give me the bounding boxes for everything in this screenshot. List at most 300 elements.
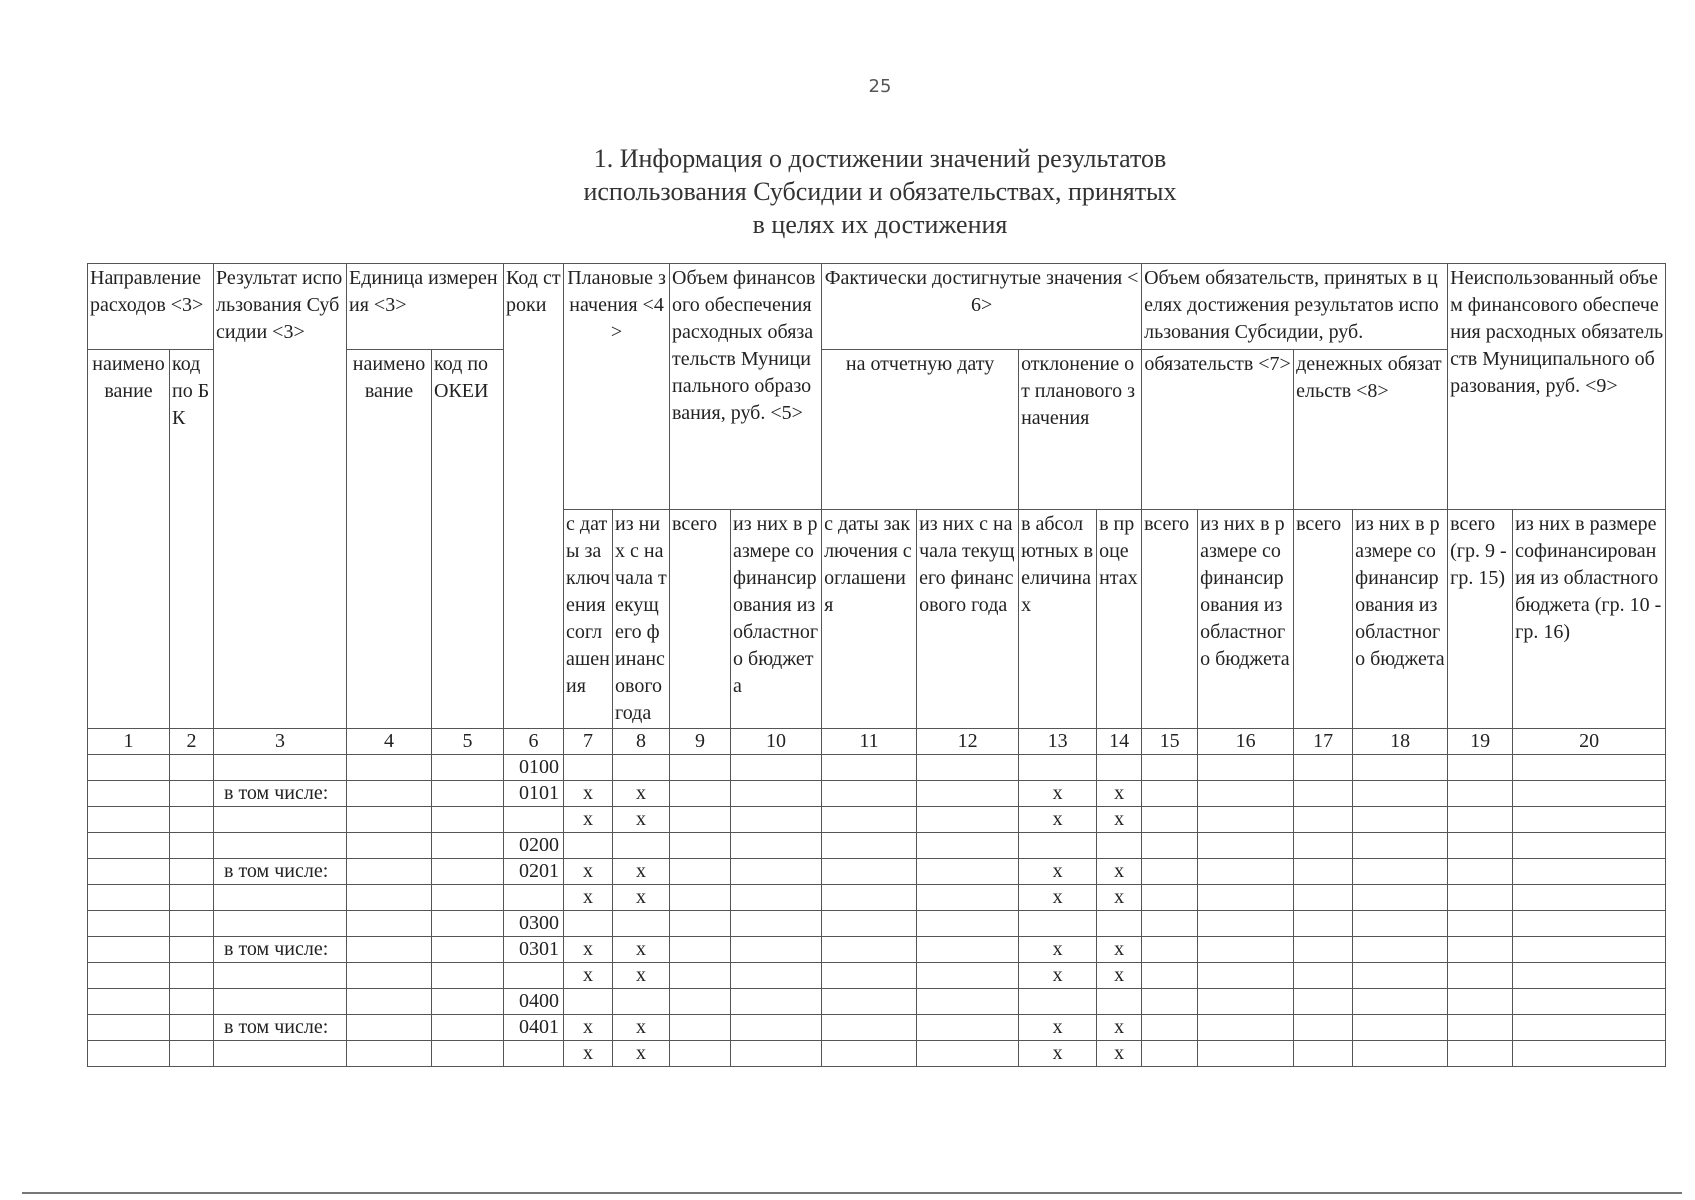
table-cell [1294, 807, 1353, 833]
table-cell [1142, 885, 1198, 911]
header-planned: Плановые значения <4> [564, 264, 670, 510]
table-cell [670, 859, 731, 885]
table-cell: x [613, 937, 670, 963]
table-cell [504, 885, 564, 911]
table-cell: x [613, 781, 670, 807]
table-cell [822, 755, 917, 781]
header-result: Результат использования Субсидии <3> [214, 264, 347, 729]
table-cell [432, 937, 504, 963]
table-cell [1294, 781, 1353, 807]
table-cell [170, 859, 214, 885]
column-number: 17 [1294, 729, 1353, 755]
table-cell [1448, 755, 1513, 781]
table-cell [347, 755, 432, 781]
table-cell [917, 911, 1019, 937]
table-cell [214, 989, 347, 1015]
header-actual-deviation: отклонение от планового значения [1019, 350, 1142, 510]
table-cell [1294, 755, 1353, 781]
header-planned-from-year: из них с начала текущего финансового года [613, 510, 670, 729]
table-cell [1142, 963, 1198, 989]
table-cell [504, 807, 564, 833]
header-unit-name: наименование [347, 350, 432, 729]
table-cell [432, 963, 504, 989]
table-cell [1513, 807, 1666, 833]
table-cell: в том числе: [214, 781, 347, 807]
table-cell [170, 781, 214, 807]
table-cell [432, 1041, 504, 1067]
table-cell [917, 833, 1019, 859]
table-cell [432, 911, 504, 937]
table-row [88, 885, 1666, 911]
document-title [500, 142, 1260, 241]
table-cell [731, 937, 822, 963]
report-table [87, 263, 1666, 1067]
table-cell [1513, 911, 1666, 937]
table-cell [1097, 911, 1142, 937]
table-cell [214, 963, 347, 989]
table-cell [917, 1015, 1019, 1041]
table-cell [613, 755, 670, 781]
table-cell [1142, 1041, 1198, 1067]
header-funding-volume: Объем финансового обеспечения расходных обязательств Муниципального образования, руб. <5> [670, 264, 822, 510]
table-cell [1353, 911, 1448, 937]
table-cell [1294, 989, 1353, 1015]
table-body [88, 755, 1666, 1067]
column-number: 6 [504, 729, 564, 755]
table-cell [170, 755, 214, 781]
table-cell [432, 807, 504, 833]
column-number: 9 [670, 729, 731, 755]
table-cell [1294, 885, 1353, 911]
table-cell: x [1019, 859, 1097, 885]
table-cell [347, 937, 432, 963]
table-cell [347, 963, 432, 989]
header-actual-from-year: из них с начала текущего финансового года [917, 510, 1019, 729]
table-cell [731, 1015, 822, 1041]
table-cell [1294, 859, 1353, 885]
table-cell: x [1019, 1015, 1097, 1041]
column-number: 13 [1019, 729, 1097, 755]
table-cell [1513, 937, 1666, 963]
table-row [88, 859, 1666, 885]
table-cell [347, 859, 432, 885]
table-cell [917, 781, 1019, 807]
table-cell [347, 1015, 432, 1041]
column-number: 18 [1353, 729, 1448, 755]
table-row [88, 807, 1666, 833]
column-number: 5 [432, 729, 504, 755]
table-cell [917, 1041, 1019, 1067]
table-cell [1353, 937, 1448, 963]
column-number: 8 [613, 729, 670, 755]
table-cell [822, 937, 917, 963]
table-cell [1513, 989, 1666, 1015]
table-row [88, 911, 1666, 937]
table-cell [432, 781, 504, 807]
table-cell [731, 781, 822, 807]
table-cell [170, 807, 214, 833]
table-cell [1353, 1041, 1448, 1067]
header-actual: Фактически достигнутые значения <6> [822, 264, 1142, 350]
header-obligations-volume: Объем обязательств, принятых в целях достижения результатов использования Субсидии, руб. [1142, 264, 1448, 350]
table-cell [1353, 833, 1448, 859]
header-obl-cofin: из них в размере софинансирования из областного бюджета [1198, 510, 1294, 729]
table-cell [1353, 1015, 1448, 1041]
table-cell: x [1097, 963, 1142, 989]
table-cell [822, 911, 917, 937]
table-cell: 0200 [504, 833, 564, 859]
table-cell: x [564, 781, 613, 807]
table-cell [1198, 755, 1294, 781]
table-cell [1353, 963, 1448, 989]
title-line-1: 1. Информация о достижении значений результатов [593, 144, 1167, 173]
table-cell [1513, 885, 1666, 911]
header-unit: Единица измерения <3> [347, 264, 504, 350]
table-cell [1294, 911, 1353, 937]
table-cell [88, 885, 170, 911]
header-mon-total: всего [1294, 510, 1353, 729]
table-cell [1019, 989, 1097, 1015]
header-monetary-obligations: денежных обязательств <8> [1294, 350, 1448, 510]
table-cell [1513, 781, 1666, 807]
table-cell [214, 807, 347, 833]
table-cell [214, 1041, 347, 1067]
table-row [88, 781, 1666, 807]
header-funding-total: всего [670, 510, 731, 729]
table-row [88, 755, 1666, 781]
table-cell: x [1019, 1041, 1097, 1067]
table-cell: x [1097, 859, 1142, 885]
table-cell [1513, 859, 1666, 885]
table-cell [670, 885, 731, 911]
table-cell [917, 885, 1019, 911]
table-cell [1353, 885, 1448, 911]
header-mon-cofin: из них в размере софинансирования из областного бюджета [1353, 510, 1448, 729]
table-cell [917, 807, 1019, 833]
table-cell [1198, 833, 1294, 859]
header-direction: Направление расходов <3> [88, 264, 214, 350]
table-cell [1142, 781, 1198, 807]
table-cell [917, 859, 1019, 885]
table-cell [504, 963, 564, 989]
table-cell [347, 885, 432, 911]
table-cell [1513, 1015, 1666, 1041]
table-row [88, 937, 1666, 963]
header-planned-from-agreement: с даты заключения соглашения [564, 510, 613, 729]
table-cell [88, 1041, 170, 1067]
table-cell: 0201 [504, 859, 564, 885]
column-number: 20 [1513, 729, 1666, 755]
table-cell [1353, 781, 1448, 807]
table-cell [170, 989, 214, 1015]
table-cell [170, 1041, 214, 1067]
header-unused-total: всего (гр. 9 - гр. 15) [1448, 510, 1513, 729]
table-cell [564, 911, 613, 937]
table-row [88, 1015, 1666, 1041]
table-cell [432, 989, 504, 1015]
table-cell [1448, 989, 1513, 1015]
table-cell [822, 781, 917, 807]
table-cell [670, 755, 731, 781]
table-cell [214, 833, 347, 859]
table-cell [1198, 989, 1294, 1015]
table-cell [1294, 1041, 1353, 1067]
table-cell [1142, 755, 1198, 781]
table-cell [1198, 963, 1294, 989]
table-cell: x [613, 807, 670, 833]
table-cell [731, 755, 822, 781]
table-cell [822, 885, 917, 911]
table-cell [1513, 963, 1666, 989]
table-cell [1294, 963, 1353, 989]
table-cell [1353, 989, 1448, 1015]
table-cell: x [1097, 937, 1142, 963]
table-cell [1142, 807, 1198, 833]
table-row [88, 963, 1666, 989]
table-cell [564, 989, 613, 1015]
column-number: 19 [1448, 729, 1513, 755]
column-number: 11 [822, 729, 917, 755]
table-cell [613, 989, 670, 1015]
table-cell [347, 1041, 432, 1067]
table-cell [1019, 833, 1097, 859]
table-cell: x [564, 859, 613, 885]
column-number: 14 [1097, 729, 1142, 755]
table-cell [170, 833, 214, 859]
table-cell [1097, 989, 1142, 1015]
table-cell [347, 833, 432, 859]
table-cell: 0300 [504, 911, 564, 937]
table-cell [88, 755, 170, 781]
header-actual-from-agreement: с даты заключения соглашения [822, 510, 917, 729]
table-cell [88, 963, 170, 989]
table-cell [917, 937, 1019, 963]
table-cell [822, 833, 917, 859]
table-cell [214, 755, 347, 781]
table-cell [1142, 833, 1198, 859]
table-cell [432, 833, 504, 859]
table-cell [170, 963, 214, 989]
table-cell [1142, 859, 1198, 885]
column-number: 4 [347, 729, 432, 755]
table-cell [1448, 937, 1513, 963]
table-cell [731, 833, 822, 859]
table-cell [1448, 833, 1513, 859]
header-direction-name: наименование [88, 350, 170, 729]
column-number: 3 [214, 729, 347, 755]
table-cell [1142, 937, 1198, 963]
table-cell [432, 1015, 504, 1041]
table-cell [1448, 1041, 1513, 1067]
table-cell [731, 859, 822, 885]
table-cell: в том числе: [214, 1015, 347, 1041]
table-cell [1198, 807, 1294, 833]
header-funding-cofin: из них в размере софинансирования из областного бюджета [731, 510, 822, 729]
table-cell: 0401 [504, 1015, 564, 1041]
header-obligations: обязательств <7> [1142, 350, 1294, 510]
table-cell [822, 1041, 917, 1067]
table-cell: x [613, 859, 670, 885]
table-cell: x [1097, 885, 1142, 911]
table-cell: x [564, 937, 613, 963]
table-cell: 0301 [504, 937, 564, 963]
table-cell [731, 1041, 822, 1067]
title-line-3: в целях их достижения [752, 210, 1008, 239]
table-cell [170, 911, 214, 937]
table-cell [670, 911, 731, 937]
table-row [88, 989, 1666, 1015]
table-cell [670, 989, 731, 1015]
table-cell [822, 1015, 917, 1041]
table-cell [670, 833, 731, 859]
table-cell [670, 807, 731, 833]
table-cell [214, 911, 347, 937]
table-cell [564, 833, 613, 859]
table-cell: x [1097, 1015, 1142, 1041]
table-cell [564, 755, 613, 781]
table-cell [1142, 989, 1198, 1015]
table-cell [822, 989, 917, 1015]
table-cell [88, 1015, 170, 1041]
table-cell: x [1019, 885, 1097, 911]
table-cell [1294, 833, 1353, 859]
table-cell [731, 963, 822, 989]
table-cell [1448, 781, 1513, 807]
table-cell [670, 937, 731, 963]
table-cell: 0100 [504, 755, 564, 781]
table-cell [88, 781, 170, 807]
table-cell [1198, 781, 1294, 807]
table-cell [214, 885, 347, 911]
table-cell [1448, 885, 1513, 911]
table-cell: x [564, 1015, 613, 1041]
table-cell [822, 807, 917, 833]
table-cell: x [613, 963, 670, 989]
table-cell [170, 885, 214, 911]
table-cell [1142, 911, 1198, 937]
table-cell [1198, 859, 1294, 885]
table-cell [670, 963, 731, 989]
table-cell [347, 781, 432, 807]
table-cell [1448, 1015, 1513, 1041]
column-number: 7 [564, 729, 613, 755]
table-cell: x [613, 1041, 670, 1067]
table-cell [1448, 807, 1513, 833]
table-cell [88, 911, 170, 937]
header-unused-cofin: из них в размере софинансирования из областного бюджета (гр. 10 - гр. 16) [1513, 510, 1666, 729]
table-cell [1198, 885, 1294, 911]
table-cell: x [1097, 807, 1142, 833]
table-cell [731, 885, 822, 911]
header-direction-code: код по БК [170, 350, 214, 729]
table-cell [88, 937, 170, 963]
table-cell [88, 989, 170, 1015]
table-cell [1513, 755, 1666, 781]
table-cell: x [564, 807, 613, 833]
table-cell: x [613, 1015, 670, 1041]
table-cell [170, 1015, 214, 1041]
column-number: 1 [88, 729, 170, 755]
table-cell [432, 859, 504, 885]
table-cell: x [564, 885, 613, 911]
table-cell: в том числе: [214, 859, 347, 885]
table-cell [1353, 859, 1448, 885]
table-cell: x [613, 885, 670, 911]
table-cell [731, 807, 822, 833]
table-cell [1513, 833, 1666, 859]
table-cell [917, 755, 1019, 781]
bottom-rule [22, 1192, 1682, 1194]
table-cell [170, 937, 214, 963]
table-cell: x [1019, 781, 1097, 807]
table-cell [88, 859, 170, 885]
header-deviation-percent: в процентах [1097, 510, 1142, 729]
header-unit-code: код по ОКЕИ [432, 350, 504, 729]
table-cell [613, 833, 670, 859]
table-cell [347, 911, 432, 937]
table-cell: x [1019, 937, 1097, 963]
table-cell [1198, 937, 1294, 963]
table-cell [670, 781, 731, 807]
table-cell: x [1019, 963, 1097, 989]
table-cell [613, 911, 670, 937]
table-cell [504, 1041, 564, 1067]
table-cell [1513, 1041, 1666, 1067]
title-line-2: использования Субсидии и обязательствах, принятых [583, 177, 1177, 206]
table-cell [1097, 833, 1142, 859]
table-cell [1198, 1041, 1294, 1067]
table-cell [1019, 911, 1097, 937]
table-cell [1448, 859, 1513, 885]
table-cell [1142, 1015, 1198, 1041]
table-cell: x [564, 963, 613, 989]
page-number: 25 [868, 76, 892, 97]
table-cell [1198, 911, 1294, 937]
table-cell [88, 833, 170, 859]
table-cell [1294, 937, 1353, 963]
table-cell [88, 807, 170, 833]
table-cell [347, 807, 432, 833]
table-cell [432, 885, 504, 911]
header-row-code: Код строки [504, 264, 564, 729]
table-cell: 0101 [504, 781, 564, 807]
column-number-row [88, 729, 1666, 755]
table-cell [917, 963, 1019, 989]
table-cell [1097, 755, 1142, 781]
table-cell [1198, 1015, 1294, 1041]
table-cell [347, 989, 432, 1015]
table-cell: x [1097, 781, 1142, 807]
column-number: 2 [170, 729, 214, 755]
table-cell: x [564, 1041, 613, 1067]
header-actual-on-date: на отчетную дату [822, 350, 1019, 510]
table-cell: x [1019, 807, 1097, 833]
table-cell [731, 911, 822, 937]
header-obl-total: всего [1142, 510, 1198, 729]
table-cell: в том числе: [214, 937, 347, 963]
table-cell: 0400 [504, 989, 564, 1015]
header-unused-volume: Неиспользованный объем финансового обеспечения расходных обязательств Муниципального образования, руб. <9> [1448, 264, 1666, 510]
table-cell [822, 859, 917, 885]
table-cell [432, 755, 504, 781]
column-number: 10 [731, 729, 822, 755]
table-cell: x [1097, 1041, 1142, 1067]
table-cell [731, 989, 822, 1015]
table-cell [917, 989, 1019, 1015]
table-cell [1448, 911, 1513, 937]
table-cell [1294, 1015, 1353, 1041]
column-number: 16 [1198, 729, 1294, 755]
